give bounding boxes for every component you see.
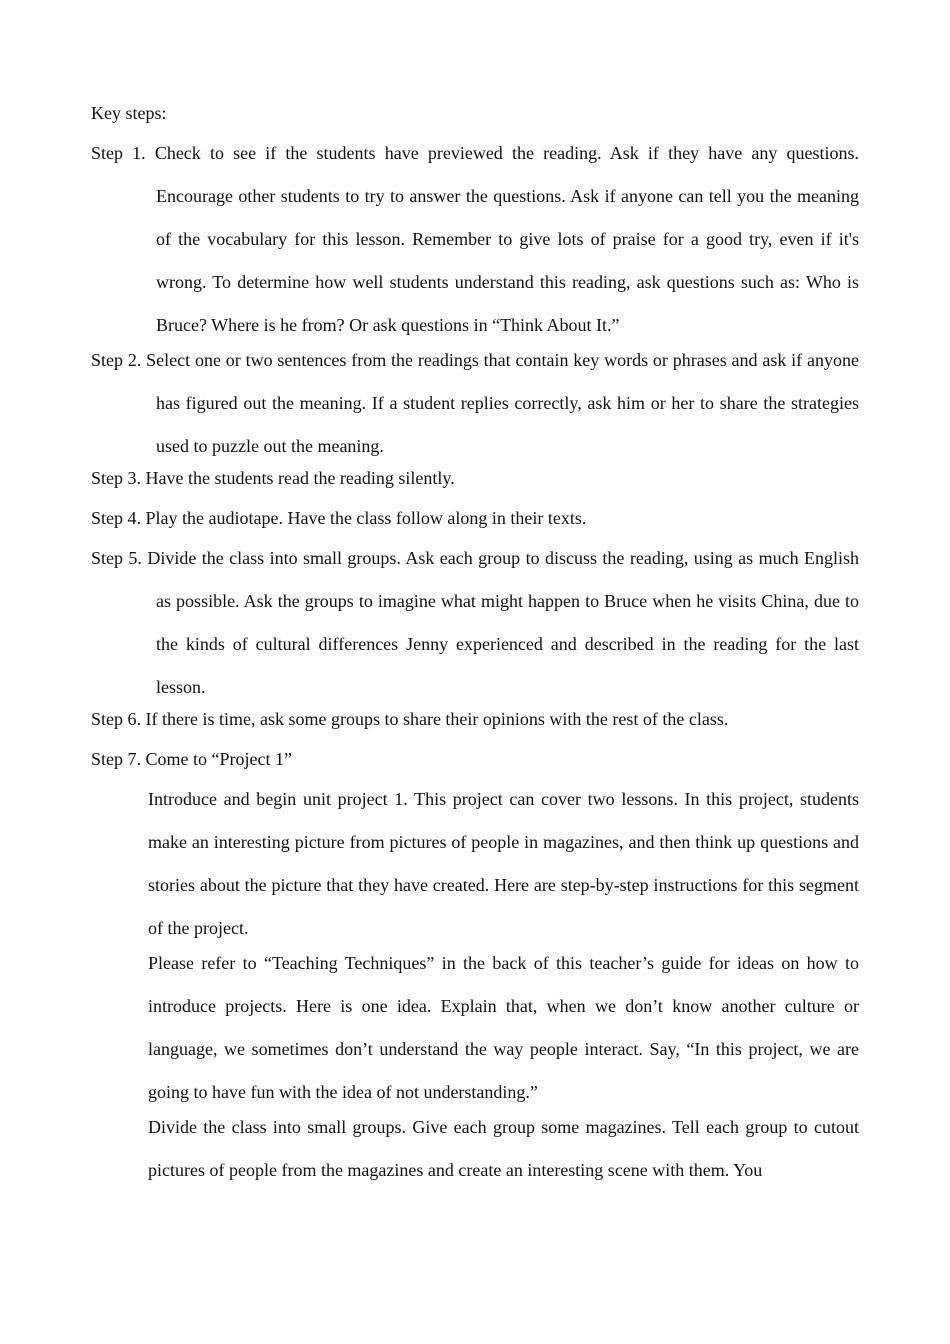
- step-5: Step 5. Divide the class into small groups. Ask each group to discuss the reading, using as much English as possible. Ask the groups to imagine what might happen to Bruce when he visits China, due to the kinds of cultural differences Jenny experienced and described in the reading for the last lesson.: [91, 548, 859, 697]
- document-page: [91, 100, 859, 1189]
- step-2: Step 2. Select one or two sentences from the readings that contain key words or phrases and ask if anyone has figured out the meaning. If a student replies correctly, ask him or her to share the strategies used to puzzle out the meaning.: [91, 350, 859, 456]
- step-3: Step 3. Have the students read the reading silently.: [91, 468, 455, 488]
- project-1-section: [148, 778, 859, 1192]
- step-4: Step 4. Play the audiotape. Have the class follow along in their texts.: [91, 508, 587, 528]
- project-paragraph-techniques: Please refer to “Teaching Techniques” in the back of this teacher’s guide for ideas on how to introduce projects. Here is one idea. Explain that, when we don’t know another culture or language, we sometimes don’t understand the way people interact. Say, “In this project, we are going to have fun with the idea of not understanding.”: [148, 953, 859, 1102]
- step-7: Step 7. Come to “Project 1”: [91, 749, 292, 769]
- step-6: Step 6. If there is time, ask some groups to share their opinions with the rest of the class.: [91, 709, 729, 729]
- project-paragraph-groups: Divide the class into small groups. Give each group some magazines. Tell each group to cutout pictures of people from the magazines and create an interesting scene with them. You: [148, 1117, 859, 1180]
- step-1: Step 1. Check to see if the students have previewed the reading. Ask if they have any questions. Encourage other students to try to answer the questions. Ask if anyone can tell you the meaning of the vocabulary for this lesson. Remember to give lots of praise for a good try, even if it's wrong. To determine how well students understand this reading, ask questions such as: Who is Bruce? Where is he from? Or ask questions in “Think About It.”: [91, 143, 859, 335]
- key-steps-heading: Key steps:: [91, 103, 167, 123]
- project-paragraph-intro: Introduce and begin unit project 1. This project can cover two lessons. In this project, students make an interesting picture from pictures of people in magazines, and then think up questions and stories about the picture that they have created. Here are step-by-step instructions for this segment of the project.: [148, 789, 859, 938]
